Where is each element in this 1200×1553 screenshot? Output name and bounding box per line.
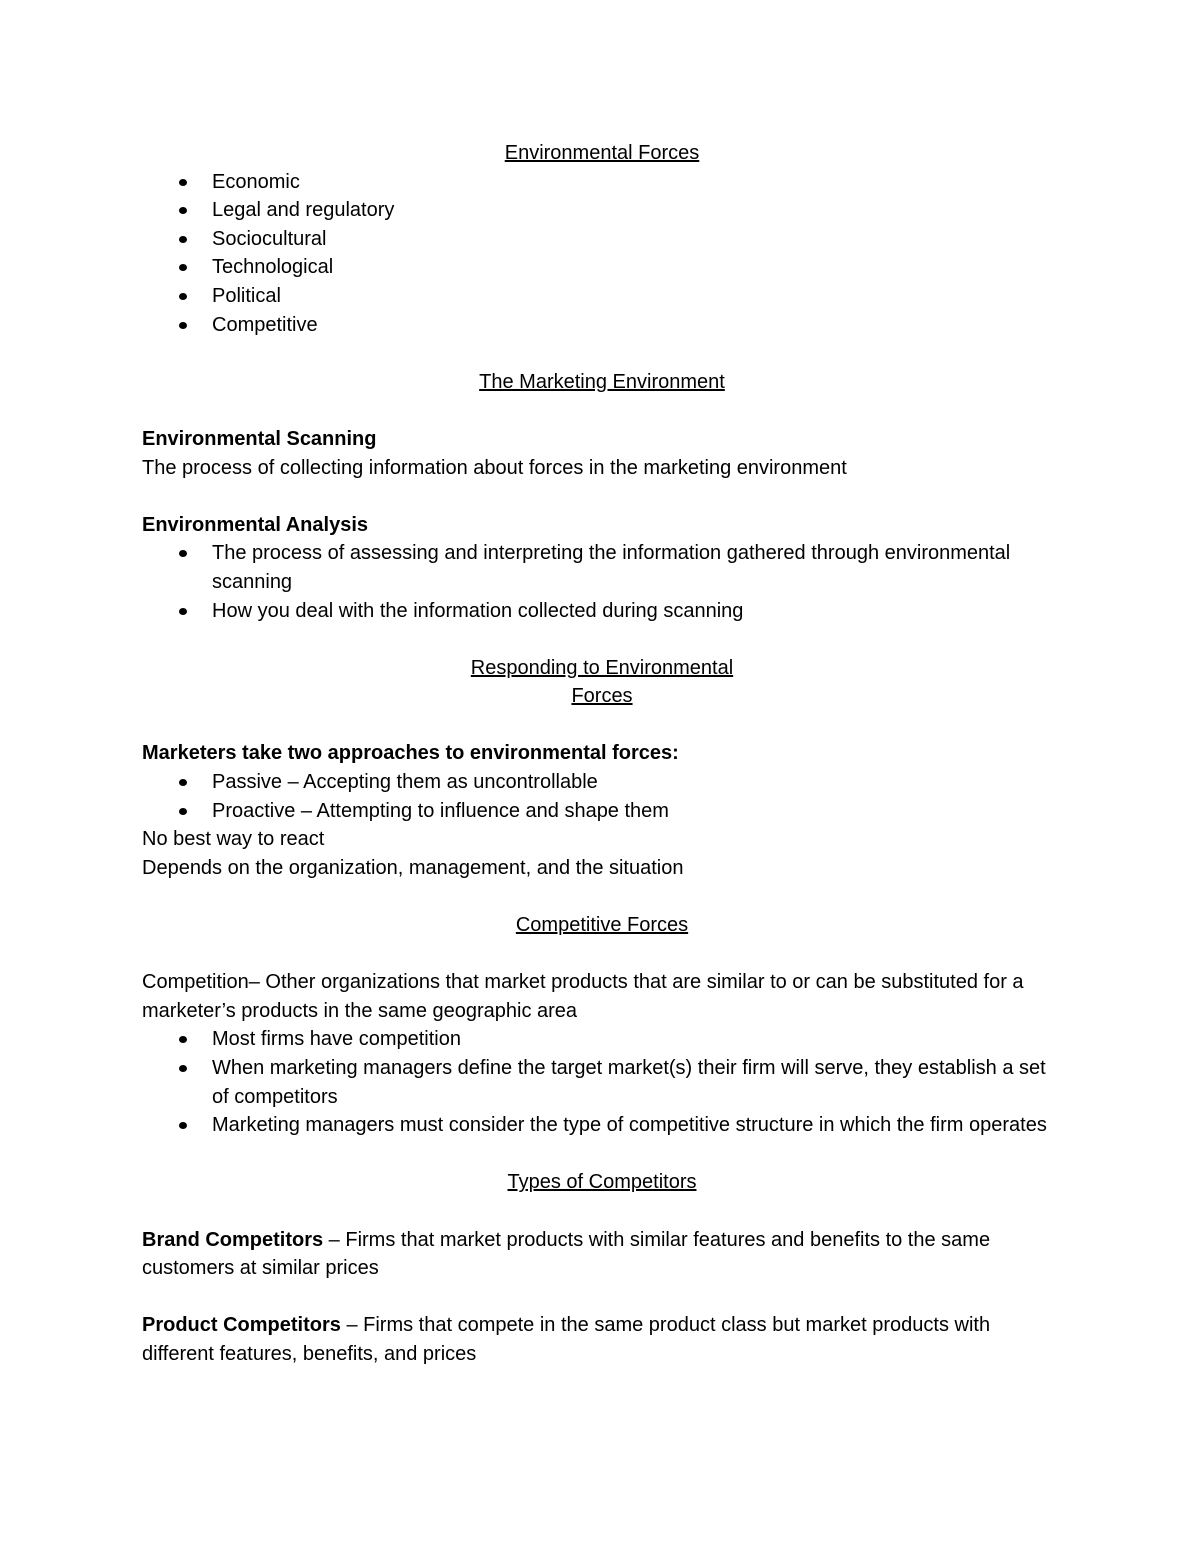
definition-brand-competitors: – Firms that market products with similar features and benefits to the same customers at similar prices xyxy=(142,1228,991,1280)
list-item: Sociocultural xyxy=(142,225,1062,254)
brand-competitors-paragraph xyxy=(142,1226,1062,1283)
approaches-list xyxy=(142,768,1062,825)
list-item: Competitive xyxy=(142,311,1062,340)
document-page xyxy=(142,139,1062,1369)
list-item: Technological xyxy=(142,253,1062,282)
bullet-icon xyxy=(179,1065,187,1072)
heading-responding-line2: Forces xyxy=(571,685,633,708)
list-item: The process of assessing and interpreting the information gathered through environmental scanning xyxy=(142,539,1062,596)
responding-note-1: No best way to react xyxy=(142,828,325,851)
list-item: Proactive – Attempting to influence and shape them xyxy=(142,797,1062,826)
spacer xyxy=(142,339,1062,368)
list-item: Passive – Accepting them as uncontrollable xyxy=(142,768,1062,797)
spacer xyxy=(142,396,1062,425)
list-item: Economic xyxy=(142,168,1062,197)
environmental-forces-list xyxy=(142,168,1062,340)
bullet-icon xyxy=(179,264,187,271)
definition-product-competitors: – Firms that compete in the same product class but market products with different features, benefits, and prices xyxy=(142,1314,991,1365)
environmental-analysis-list xyxy=(142,539,1062,625)
list-item: Political xyxy=(142,282,1062,311)
bullet-icon xyxy=(179,550,187,557)
bullet-icon xyxy=(179,779,187,786)
heading-responding-line1: Responding to Environmental xyxy=(470,656,734,679)
product-competitors-paragraph xyxy=(142,1311,1062,1368)
spacer xyxy=(142,940,1062,969)
heading-responding xyxy=(452,654,752,711)
heading-types-of-competitors: Types of Competitors xyxy=(507,1171,697,1194)
bullet-icon xyxy=(179,207,187,214)
spacer xyxy=(142,1283,1062,1312)
bullet-icon xyxy=(179,293,187,300)
bullet-icon xyxy=(179,608,187,615)
bullet-icon xyxy=(179,322,187,329)
heading-competitive-forces: Competitive Forces xyxy=(515,914,689,937)
definition-environmental-scanning: The process of collecting information about forces in the marketing environment xyxy=(142,456,847,479)
bullet-icon xyxy=(179,1036,187,1043)
list-item: How you deal with the information collected during scanning xyxy=(142,597,1062,626)
list-item: Legal and regulatory xyxy=(142,196,1062,225)
spacer xyxy=(142,1140,1062,1169)
list-item: When marketing managers define the target market(s) their firm will serve, they establish a set of competitors xyxy=(142,1054,1062,1111)
list-item: Marketing managers must consider the type of competitive structure in which the firm operates xyxy=(142,1111,1062,1140)
spacer xyxy=(142,482,1062,511)
term-environmental-analysis: Environmental Analysis xyxy=(142,513,368,536)
spacer xyxy=(142,625,1062,654)
bullet-icon xyxy=(179,1122,187,1129)
term-environmental-scanning: Environmental Scanning xyxy=(142,427,377,450)
approaches-lead: Marketers take two approaches to environmental forces: xyxy=(142,742,679,765)
responding-note-2: Depends on the organization, management, and the situation xyxy=(142,856,684,879)
list-item: Most firms have competition xyxy=(142,1025,1062,1054)
term-product-competitors: Product Competitors xyxy=(142,1314,341,1337)
bullet-icon xyxy=(179,808,187,815)
definition-competition: Competition– Other organizations that market products that are similar to or can be substituted for a marketer’s products in the same geographic area xyxy=(142,971,1024,1022)
spacer xyxy=(142,711,1062,740)
bullet-icon xyxy=(179,236,187,243)
spacer xyxy=(142,1197,1062,1226)
heading-marketing-environment: The Marketing Environment xyxy=(479,370,725,393)
competitive-forces-list xyxy=(142,1025,1062,1139)
term-brand-competitors: Brand Competitors xyxy=(142,1228,324,1251)
heading-environmental-forces: Environmental Forces xyxy=(504,142,700,164)
bullet-icon xyxy=(179,179,187,186)
spacer xyxy=(142,882,1062,911)
